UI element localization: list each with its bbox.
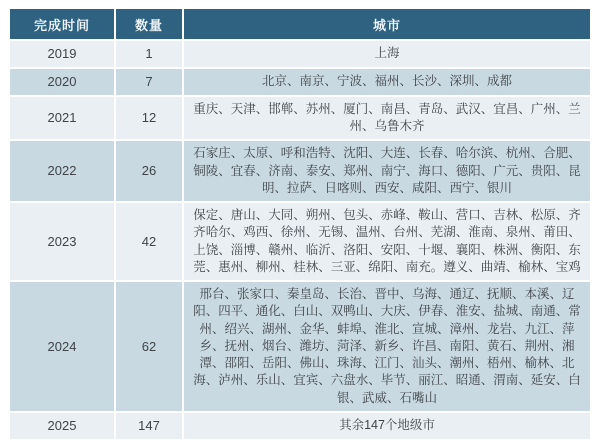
- header-cell-count: 数量: [116, 9, 182, 39]
- year-cell: 2020: [10, 69, 114, 95]
- table-row: [10, 413, 590, 439]
- table-row: [10, 97, 590, 140]
- table-row: [10, 141, 590, 201]
- year-cell: 2021: [10, 97, 114, 140]
- completion-cities-table: [8, 7, 592, 441]
- cities-cell: 北京、南京、宁波、福州、长沙、深圳、成都: [184, 69, 590, 95]
- header-cell-completion-time: 完成时间: [10, 9, 114, 39]
- table-body: [10, 41, 590, 439]
- header-cell-city: 城市: [184, 9, 590, 39]
- year-cell: 2023: [10, 203, 114, 280]
- year-cell: 2022: [10, 141, 114, 201]
- table-header: [10, 9, 590, 39]
- table-row: [10, 41, 590, 67]
- count-cell: 42: [116, 203, 182, 280]
- year-cell: 2024: [10, 282, 114, 411]
- cities-cell: 重庆、天津、邯郸、苏州、厦门、南昌、青岛、武汉、宜昌、广州、兰州、乌鲁木齐: [184, 97, 590, 140]
- cities-cell: 邢台、张家口、秦皇岛、长治、晋中、乌海、通辽、抚顺、本溪、辽阳、四平、通化、白山、双鸭山、大庆、伊春、淮安、盐城、南通、常州、绍兴、湖州、金华、蚌埠、淮北、宣城、漳州、龙岩、九江、萍乡、抚州、烟台、潍坊、菏泽、新乡、许昌、南阳、黄石、荆州、湘潭、邵阳、岳阳、佛山、珠海、江门、汕头、潮州、梧州、榆林、北海、泸州、乐山、宜宾、六盘水、毕节、丽江、昭通、渭南、延安、白银、武威、石嘴山: [184, 282, 590, 411]
- year-cell: 2019: [10, 41, 114, 67]
- cities-cell: 上海: [184, 41, 590, 67]
- count-cell: 147: [116, 413, 182, 439]
- year-cell: 2025: [10, 413, 114, 439]
- count-cell: 1: [116, 41, 182, 67]
- header-row: [10, 9, 590, 39]
- count-cell: 62: [116, 282, 182, 411]
- cities-cell: 保定、唐山、大同、朔州、包头、赤峰、鞍山、营口、吉林、松原、齐齐哈尔、鸡西、徐州、无锡、温州、台州、芜湖、淮南、泉州、莆田、上饶、淄博、赣州、临沂、洛阳、安阳、十堰、襄阳、株洲、衡阳、东莞、惠州、柳州、桂林、三亚、绵阳、南充。遵义、曲靖、榆林、宝鸡: [184, 203, 590, 280]
- table-row: [10, 69, 590, 95]
- cities-cell: 其余147个地级市: [184, 413, 590, 439]
- count-cell: 7: [116, 69, 182, 95]
- cities-cell: 石家庄、太原、呼和浩特、沈阳、大连、长春、哈尔滨、杭州、合肥、铜陵、宜春、济南、泰安、郑州、南宁、海口、德阳、广元、贵阳、昆明、拉萨、日喀则、西安、咸阳、西宁、银川: [184, 141, 590, 201]
- table-row: [10, 282, 590, 411]
- table-row: [10, 203, 590, 280]
- count-cell: 12: [116, 97, 182, 140]
- count-cell: 26: [116, 141, 182, 201]
